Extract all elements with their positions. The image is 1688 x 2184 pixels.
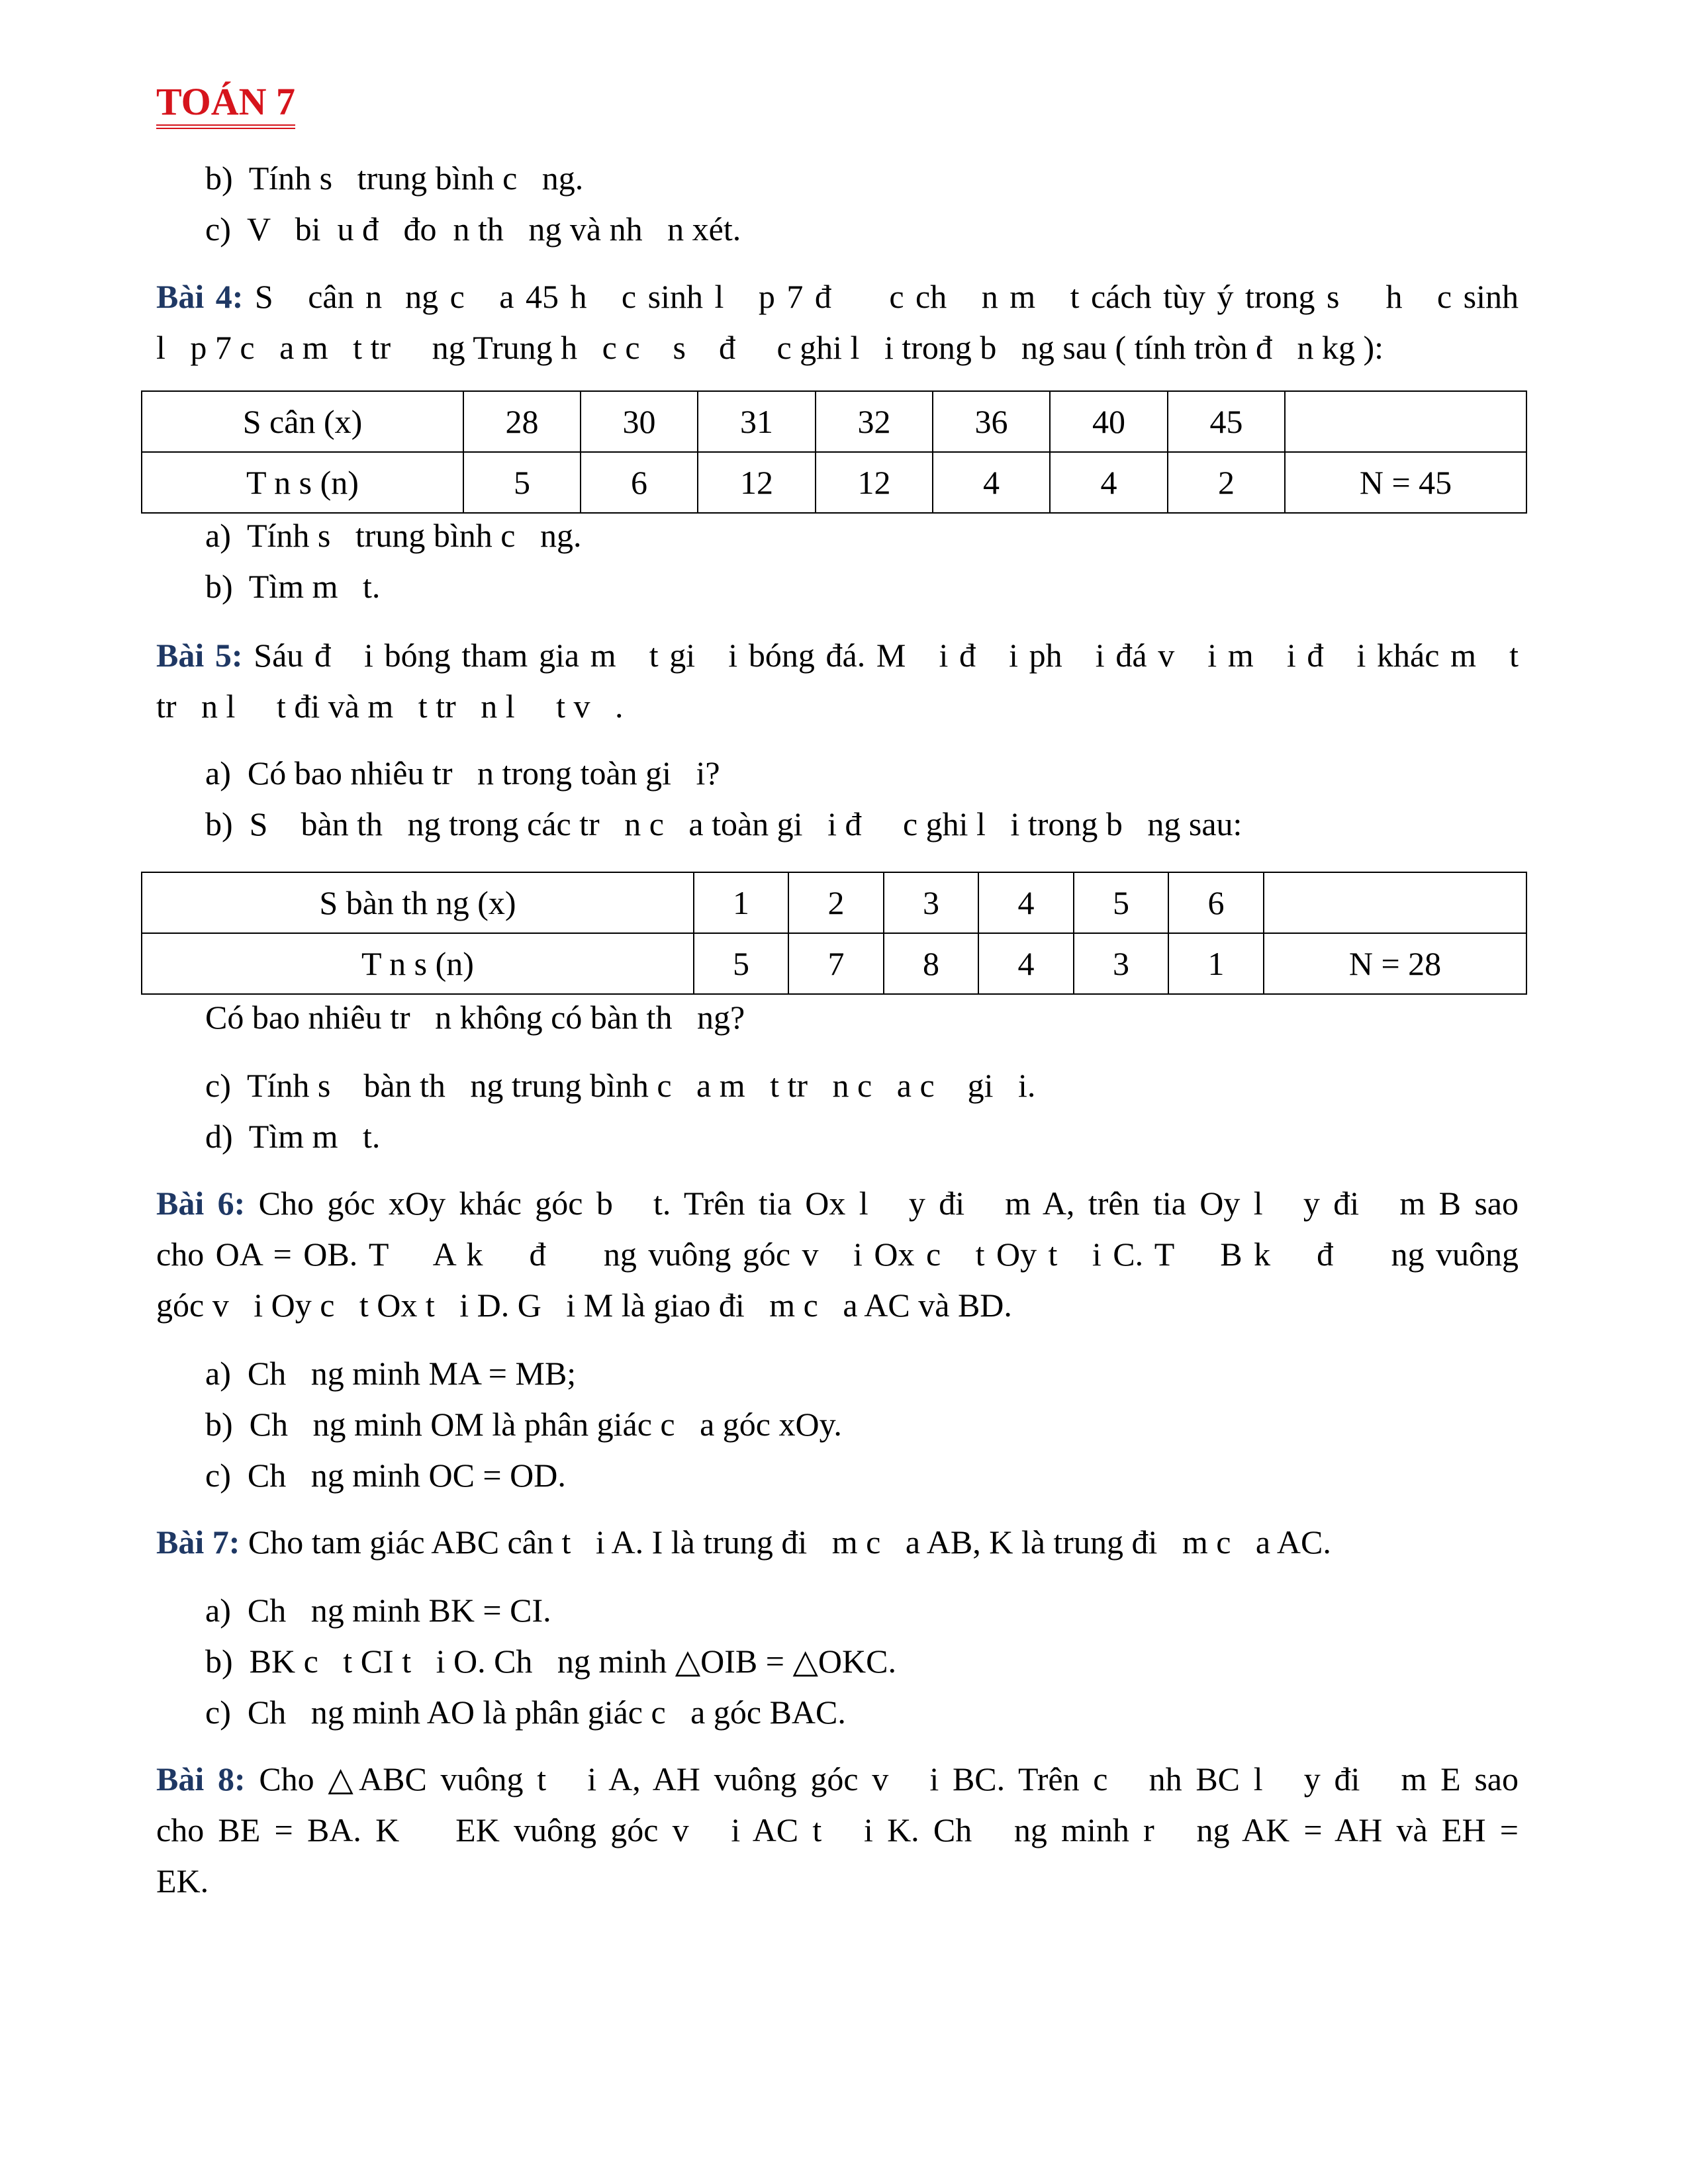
bai6-label: Bài 6: (156, 1185, 246, 1222)
table-cell: 12 (816, 452, 933, 513)
bai7-line1 (156, 1525, 1331, 1559)
bai7-label: Bài 7: (156, 1524, 240, 1561)
table-cell: 32 (816, 391, 933, 452)
bai8-line1 (156, 1762, 1519, 1796)
bai4-line1 (156, 280, 1519, 313)
table-cell: 4 (978, 933, 1074, 994)
prev-item-c: c) V bi u đ đo n th ng và nh n xét. (205, 210, 741, 248)
bai5-line2: tr n l t đi và m t tr n l t v . (156, 688, 624, 725)
table-cell: 7 (788, 933, 884, 994)
table-cell: 1 (1168, 933, 1264, 994)
bai5-table-row-x (142, 872, 1526, 933)
table-cell: 45 (1168, 391, 1285, 452)
table-cell: 12 (698, 452, 816, 513)
table-cell: 1 (694, 872, 788, 933)
table-cell: 5 (694, 933, 788, 994)
page-title: TOÁN 7 (156, 82, 295, 129)
bai6-item-b: b) Ch ng minh OM là phân giác c a góc xOy. (205, 1406, 842, 1443)
bai6-line3: góc v i Oy c t Ox t i D. G i M là giao đi m c a AC và BD. (156, 1287, 1012, 1324)
bai5-item-d: d) Tìm m t. (205, 1118, 381, 1155)
bai5-item-a: a) Có bao nhiêu tr n trong toàn gi i? (205, 754, 720, 792)
table-cell: 4 (1050, 452, 1168, 513)
bai7-item-a: a) Ch ng minh BK = CI. (205, 1592, 551, 1629)
table-cell: 3 (884, 872, 978, 933)
bai6-item-c: c) Ch ng minh OC = OD. (205, 1457, 566, 1494)
bai8-line2: cho BE = BA. K EK vuông góc v i AC t i K. Ch ng minh r ng AK = AH và EH = (156, 1811, 1519, 1848)
table-cell: 5 (1074, 872, 1168, 933)
prev-item-b: b) Tính s trung bình c ng. (205, 159, 584, 197)
bai5-table-row-n (142, 933, 1526, 994)
bai5-line1 (156, 639, 1519, 672)
bai4-text1: S cân n ng c a 45 h c sinh l p 7 đ c ch n m t cách tùy ý trong s h c sinh (243, 278, 1519, 315)
table-cell: S cân (x) (142, 391, 463, 452)
bai4-table-row-n (142, 452, 1526, 513)
bai4-table (141, 390, 1527, 514)
table-cell: 40 (1050, 391, 1168, 452)
table-cell (1264, 872, 1526, 933)
table-cell: 4 (978, 872, 1074, 933)
table-cell: 31 (698, 391, 816, 452)
table-cell: 5 (463, 452, 581, 513)
bai4-item-b: b) Tìm m t. (205, 568, 381, 605)
table-cell: N = 45 (1285, 452, 1526, 513)
bai6-line1 (156, 1187, 1519, 1220)
bai5-table (141, 872, 1527, 995)
table-cell: S bàn th ng (x) (142, 872, 694, 933)
bai4-line2: l p 7 c a m t tr ng Trung h c c s đ c ghi l i trong b ng sau ( tính tròn đ n kg ): (156, 329, 1384, 366)
table-cell: N = 28 (1264, 933, 1526, 994)
table-cell: 30 (581, 391, 698, 452)
table-cell: T n s (n) (142, 933, 694, 994)
bai6-item-a: a) Ch ng minh MA = MB; (205, 1355, 577, 1392)
bai5-item-b: b) S bàn th ng trong các tr n c a toàn gi i đ c ghi l i trong b ng sau: (205, 805, 1243, 842)
table-cell: 8 (884, 933, 978, 994)
bai5-label: Bài 5: (156, 637, 243, 674)
table-cell: T n s (n) (142, 452, 463, 513)
table-cell: 28 (463, 391, 581, 452)
bai8-text1: Cho △ABC vuông t i A, AH vuông góc v i BC. Trên c nh BC l y đi m E sao (245, 1760, 1519, 1797)
bai7-text1: Cho tam giác ABC cân t i A. I là trung đi m c a AB, K là trung đi m c a AC. (240, 1524, 1331, 1561)
bai8-label: Bài 8: (156, 1760, 246, 1797)
bai4-item-a: a) Tính s trung bình c ng. (205, 517, 582, 554)
bai7-item-b: b) BK c t CI t i O. Ch ng minh △OIB = △OKC. (205, 1643, 896, 1680)
bai8-line3: EK. (156, 1862, 209, 1899)
table-cell: 3 (1074, 933, 1168, 994)
bai5-question: Có bao nhiêu tr n không có bàn th ng? (205, 999, 745, 1036)
bai6-text1: Cho góc xOy khác góc b t. Trên tia Ox l y đi m A, trên tia Oy l y đi m B sao (245, 1185, 1519, 1222)
bai6-line2: cho OA = OB. T A k đ ng vuông góc v i Ox c t Oy t i C. T B k đ ng vuông (156, 1236, 1519, 1273)
bai7-item-c: c) Ch ng minh AO là phân giác c a góc BAC. (205, 1694, 846, 1731)
table-cell (1285, 391, 1526, 452)
table-cell: 6 (581, 452, 698, 513)
bai4-label: Bài 4: (156, 278, 244, 315)
bai5-text1: Sáu đ i bóng tham gia m t gi i bóng đá. M i đ i ph i đá v i m i đ i khác m t (242, 637, 1519, 674)
table-cell: 36 (933, 391, 1050, 452)
bai4-table-row-x (142, 391, 1526, 452)
table-cell: 2 (1168, 452, 1285, 513)
table-cell: 6 (1168, 872, 1264, 933)
table-cell: 4 (933, 452, 1050, 513)
bai5-item-c: c) Tính s bàn th ng trung bình c a m t tr n c a c gi i. (205, 1067, 1036, 1104)
table-cell: 2 (788, 872, 884, 933)
